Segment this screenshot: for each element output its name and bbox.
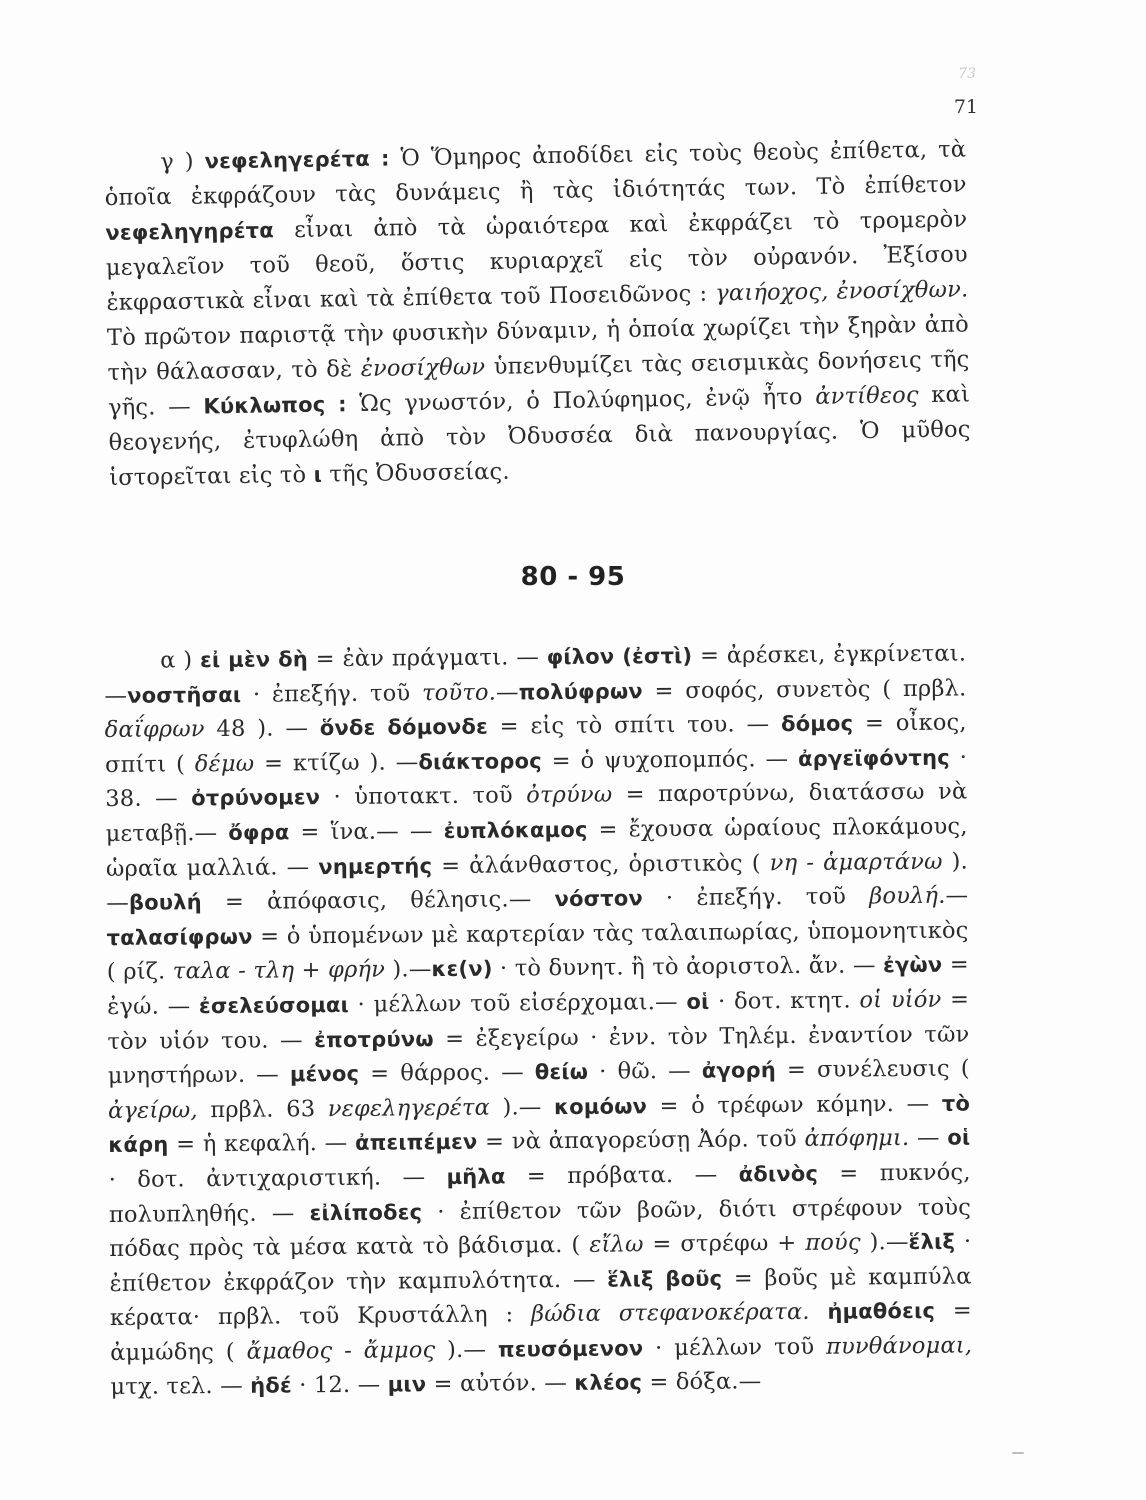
headword: ὅνδε δόμονδε [319, 714, 489, 741]
gloss-text: · ἐπίθετον τῶν βοῶν, διότι στρέφουν τοὺς πόδας πρὸς τὰ μέσα κατὰ τὸ βάδισμα. ( [109, 1193, 972, 1263]
headword: ι [313, 462, 323, 487]
gloss-text: = πυκνός, πολυπληθής. — [108, 1159, 971, 1228]
gloss-text: · θῶ. — [588, 1057, 702, 1085]
headword: πολύφρων [518, 678, 643, 704]
headword: κλέος [574, 1370, 643, 1396]
gloss-text: · μέλλων τοῦ εἰσέρχομαι.— [348, 988, 687, 1018]
gloss-text: Ὡς γνωστόν, ὁ Πολύφημος, ἐνῷ ἦτο [346, 383, 816, 418]
gloss-text: καὶ θεογενής, ἐτυφλώθη ἀπὸ τὸν Ὀδυσσέα διὰ πανουργίας. Ὁ μῦθος ἱστορεῖται εἰς τὸ [108, 381, 971, 491]
gloss-text: = ὁ ψυχοπομπός. — [541, 745, 799, 774]
headword: ὀτρύνομεν [191, 785, 321, 811]
headword: ἠδέ [250, 1373, 292, 1399]
headword: ἕλιξ [908, 1229, 956, 1255]
gloss-text: · τὸ δυνητ. ἢ τὸ ἀοριστολ. ἄν. — [492, 952, 884, 982]
gloss-text: · δοτ. ἀντιχαριστική. — [108, 1163, 447, 1193]
headword: εἰλίποδες [309, 1199, 423, 1225]
headword: ἐποτρύνω [314, 1026, 434, 1052]
headword: ἀδινὸς [738, 1161, 819, 1187]
gloss-text: = δόξα.— [641, 1368, 762, 1396]
gloss-text: = ἐξεγείρω · ἐνν. τὸν Τηλέμ. ἐναντίον τῶν μνηστήρων. — [107, 1020, 970, 1090]
headword: ἀγορή [701, 1058, 777, 1083]
gloss-text: = πρόβατα. — [505, 1161, 739, 1190]
scan-speck [1012, 1452, 1024, 1454]
gloss-text: Ὁ Ὅμηρος ἀποδίδει εἰς τοὺς θεοὺς ἐπίθετα, τὰ ὁποῖα ἐκφράζουν τὰς δυνάμεις ἢ τὰς ἰδιότητάς των. Τὸ ἐπίθετον [104, 136, 967, 211]
headword: βουλή [128, 890, 202, 915]
gloss-text: = βοῦς μὲ καμπύλα κέρατα· πρβλ. τοῦ Κρυστάλλη : [109, 1263, 972, 1332]
headword: ἕλιξ βοῦς [607, 1266, 723, 1292]
italic-term: εἴλω [589, 1231, 644, 1258]
gloss-text: = τὸν υἱόν του. — [107, 986, 970, 1055]
headword: νόστον [554, 886, 644, 912]
gloss-text: ὑπενθυμίζει τὰς σεισμικὰς δονήσεις τῆς γῆς. — [107, 346, 970, 421]
gloss-text: — [495, 678, 519, 706]
italic-term: ἀπόφημι. [804, 1125, 910, 1153]
gloss-text: ).— [435, 1336, 499, 1364]
gloss-text: = ἡ κεφαλή. — [168, 1130, 356, 1158]
headword: νεφεληγηρέτα [105, 218, 275, 245]
commentary-block-2 [104, 636, 973, 1405]
headword: ἐσελεύσομαι [198, 992, 350, 1019]
italic-term: δαΐφρων [104, 716, 205, 744]
gloss-text: ).— [489, 1093, 555, 1121]
italic-term: βουλή. [869, 882, 946, 910]
paragraph-label: γ ) [160, 148, 194, 176]
headword: ἐυπλόκαμος [443, 817, 588, 844]
gloss-text: = θάρρος. — [359, 1059, 535, 1087]
italic-term: πυνθάνομαι, [825, 1332, 973, 1360]
headword: μένος [289, 1061, 360, 1087]
section-heading: 80 - 95 [520, 562, 626, 592]
gloss-text [810, 1299, 828, 1325]
commentary-block-1 [104, 132, 971, 495]
gloss-text: · ὑποτακτ. τοῦ [320, 782, 527, 811]
italic-term: νη - ἁμαρτάνω [769, 848, 943, 876]
headword: μῆλα [446, 1164, 506, 1189]
headword: κε(ν) [431, 956, 493, 982]
gloss-text: = ἀμμώδης ( [110, 1297, 972, 1366]
gloss-text: = ἀπόφασις, θέλησις.— [201, 886, 555, 916]
gloss-text: = συνέλευσις ( [775, 1055, 970, 1084]
gloss-text: · ἐπίθετον ἐκφράζον τὴν καμπυλότητα. — [109, 1228, 972, 1297]
page-number: 71 [953, 96, 978, 118]
paragraph-body [105, 136, 971, 490]
gloss-text: = ἀλάνθαστος, ὁριστικὸς ( [432, 849, 770, 879]
gloss-text: · 38. — [105, 744, 968, 813]
gloss-text: = οἶκος, σπίτι ( [104, 709, 967, 778]
gloss-text: τῆς Ὀδυσσείας. [321, 458, 510, 488]
headword: πευσόμενον [497, 1336, 644, 1362]
italic-term: ὀτρύνω [526, 781, 613, 809]
gloss-text: = παροτρύνω, διατάσσω νὰ μεταβῇ.— [105, 778, 968, 847]
gloss-text: = ἔχουσα ὡραίους πλοκάμους, ὡραῖα μαλλιά. — [105, 813, 968, 882]
italic-term: νεφεληγερέτα [327, 1094, 491, 1122]
headword: φίλον (ἐστὶ) [546, 643, 693, 670]
headword: μιν [387, 1372, 427, 1398]
italic-term: οἱ υἱόν [859, 986, 942, 1014]
gloss-text: = ἐὰν πράγματι. — [307, 644, 547, 673]
paragraph-body [104, 640, 972, 1400]
headword: ἀργεϊφόντης [797, 745, 950, 771]
gloss-text: = σοφός, συνετὸς ( πρβλ. [642, 675, 967, 704]
italic-term: ἐνοσίχθων [360, 354, 486, 382]
headword: νοστῆσαι [127, 682, 242, 708]
gloss-text: ).— [106, 848, 969, 917]
gloss-text: πρβλ. 63 [197, 1095, 328, 1123]
italic-term: τοῦτο. [421, 679, 497, 706]
gloss-text: · δοτ. κτητ. [709, 987, 860, 1015]
gloss-text: = κτίζω ). — [254, 749, 419, 777]
headword: ἀπειπέμεν [354, 1130, 478, 1156]
headword: ὄφρα [228, 820, 290, 845]
gloss-text: · ἐπεξήγ. τοῦ [642, 883, 870, 912]
italic-term: ἀντίθεος [815, 382, 919, 410]
headword: οἱ [686, 989, 710, 1014]
italic-term: βώδια στεφανοκέρατα. [530, 1299, 810, 1328]
italic-term: ἄμαθος - ἄμμος [246, 1337, 436, 1365]
headword: δόμος [780, 711, 854, 737]
gloss-text: = εἰς τὸ σπίτι του. — [487, 711, 782, 740]
gloss-text: · ἐπεξήγ. τοῦ [241, 679, 423, 708]
gloss-text: · 12. — [291, 1372, 388, 1399]
gloss-text: — [945, 882, 969, 909]
paragraph-label: α ) [160, 647, 193, 674]
gloss-text: = στρέφω + [643, 1229, 806, 1258]
gloss-text: = ἵνα.— — [289, 818, 444, 846]
italic-term: γαιήοχος, ἐνοσίχθων. [715, 276, 969, 307]
headword: Κύκλωπος : [203, 392, 347, 419]
gloss-text: = ἀρέσκει, ἐγκρίνεται.— [104, 640, 967, 709]
italic-term: ἀγείρω, [107, 1096, 198, 1124]
gloss-text: · μέλλων τοῦ [643, 1333, 827, 1362]
gloss-text: = ἐγώ. — [107, 951, 969, 1020]
gloss-text: = νὰ ἀπαγορεύσῃ Ἀόρ. τοῦ [477, 1126, 805, 1156]
headword: διάκτορος [418, 748, 542, 775]
gloss-text: = αὐτόν. — [426, 1370, 575, 1398]
paragraph-gamma [104, 132, 971, 495]
gloss-text: εἶναι ἀπὸ τὰ ὡραιότερα καὶ ἐκφράζει τὸ τρομερὸν μεγαλεῖον τοῦ θεοῦ, ὅστις κυριαρχεῖ εἰς τὸν οὐρανόν. Ἐξίσου ἐκφραστικὰ εἶναι καὶ τὰ ἐπίθετα τοῦ Ποσειδῶνος : [105, 206, 969, 316]
headword: ταλασίφρων [106, 924, 253, 950]
italic-term: πούς [805, 1229, 861, 1256]
gloss-text: Τὸ πρῶτον παριστᾷ τὴν φυσικὴν δύναμιν, ἡ ὁποία χωρίζει τὴν ξηρὰν ἀπὸ τὴν θάλασσαν, τὸ δὲ [106, 311, 970, 386]
italic-term: δέμω [194, 750, 255, 777]
corner-pencil-mark: 73 [958, 66, 976, 82]
headword: οἱ [947, 1125, 971, 1150]
headword: θείω [534, 1059, 589, 1085]
gloss-text: 48 ). — [204, 715, 320, 743]
italic-term: ταλα - τλη + φρήν [172, 956, 386, 985]
gloss-text: = ὁ ὑπομένων μὲ καρτερίαν τὰς ταλαιπωρίας, ὑπομονητικὸς ( ρίζ. [106, 917, 969, 986]
headword: εἰ μὲν δὴ [199, 647, 309, 673]
headword: κομόων [553, 1093, 648, 1119]
gloss-text: — [909, 1124, 948, 1152]
headword: ἐγὼν [882, 953, 943, 978]
gloss-text: = ὁ τρέφων κόμην. — [646, 1090, 942, 1119]
headword: νημερτής [318, 853, 433, 879]
gloss-text: ).— [384, 956, 432, 983]
gloss-text: μτχ. τελ. — [110, 1373, 251, 1401]
headword: τὸ κάρη [108, 1091, 971, 1158]
headword: νεφεληγερέτα : [204, 146, 390, 174]
gloss-text: ).— [860, 1229, 909, 1256]
headword: ἠμαθόεις [827, 1299, 936, 1324]
paragraph-alpha [104, 636, 973, 1405]
